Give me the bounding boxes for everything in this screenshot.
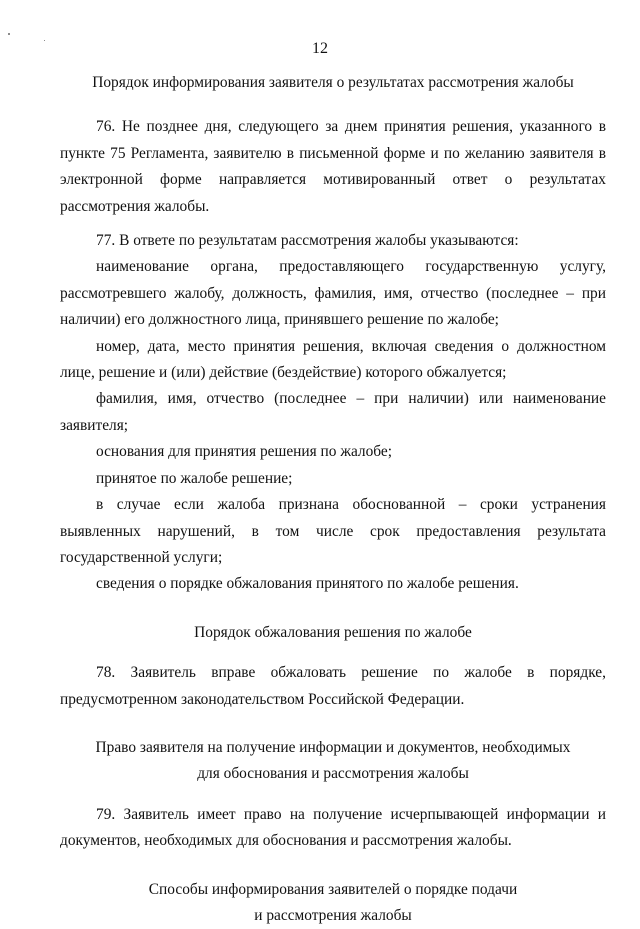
scan-speck [8, 33, 10, 35]
list-item-77: в случае если жалоба признана обоснованной – сроки устранения выявленных нарушений, в том числе срок предоставления результата государственной услуги; [60, 496, 606, 566]
list-item-77: сведения о порядке обжалования принятого по жалобе решения. [96, 575, 519, 593]
paragraph-77: 77. В ответе по результатам рассмотрения жалобы указываются: [96, 232, 519, 250]
list-item-77: принятое по жалобе решение; [96, 469, 293, 487]
list-item-77: номер, дата, место принятия решения, включая сведения о должностном лице, решение и (или) действие (бездействие) которого обжалуется; [60, 337, 606, 382]
list-item-77: основания для принятия решения по жалобе; [96, 443, 393, 461]
list-item-77: фамилия, имя, отчество (последнее – при наличии) или наименование заявителя; [60, 390, 606, 434]
heading-line: Способы информирования заявителей о порядке подачи [148, 880, 518, 898]
paragraph-79: 79. Заявитель имеет право на получение исчерпывающей информации и документов, необходимых для обоснования и рассмотрения жалобы. [60, 805, 606, 850]
paragraph-78: 78. Заявитель вправе обжаловать решение по жалобе в порядке, предусмотренном законодательством Российской Федерации. [60, 664, 606, 708]
heading-line: и рассмотрения жалобы [254, 906, 412, 924]
section-heading-right-to-info [60, 735, 606, 788]
section-heading-informing-methods [60, 877, 606, 929]
list-item-77: наименование органа, предоставляющего государственную услугу, рассмотревшего жалобу, должность, фамилия, имя, отчество (последнее – при наличии) его должностного лица, принявшего решение по жалобе; [60, 258, 606, 329]
document-body [60, 70, 606, 929]
paragraph-76: 76. Не позднее дня, следующего за днем принятия решения, указанного в пункте 75 Регламента, заявителю в письменной форме и по желанию заявителя в электронной форме направляется мотивированный ответ о результатах рассмотрения жалобы. [60, 118, 606, 215]
heading-line: для обоснования и рассмотрения жалобы [197, 765, 469, 783]
section-heading-appeal: Порядок обжалования решения по жалобе [194, 623, 472, 641]
page-number: 12 [312, 40, 328, 57]
heading-line: Право заявителя на получение информации и документов, необходимых [95, 738, 571, 756]
section-heading-informing: Порядок информирования заявителя о результатах рассмотрения жалобы [92, 74, 574, 91]
